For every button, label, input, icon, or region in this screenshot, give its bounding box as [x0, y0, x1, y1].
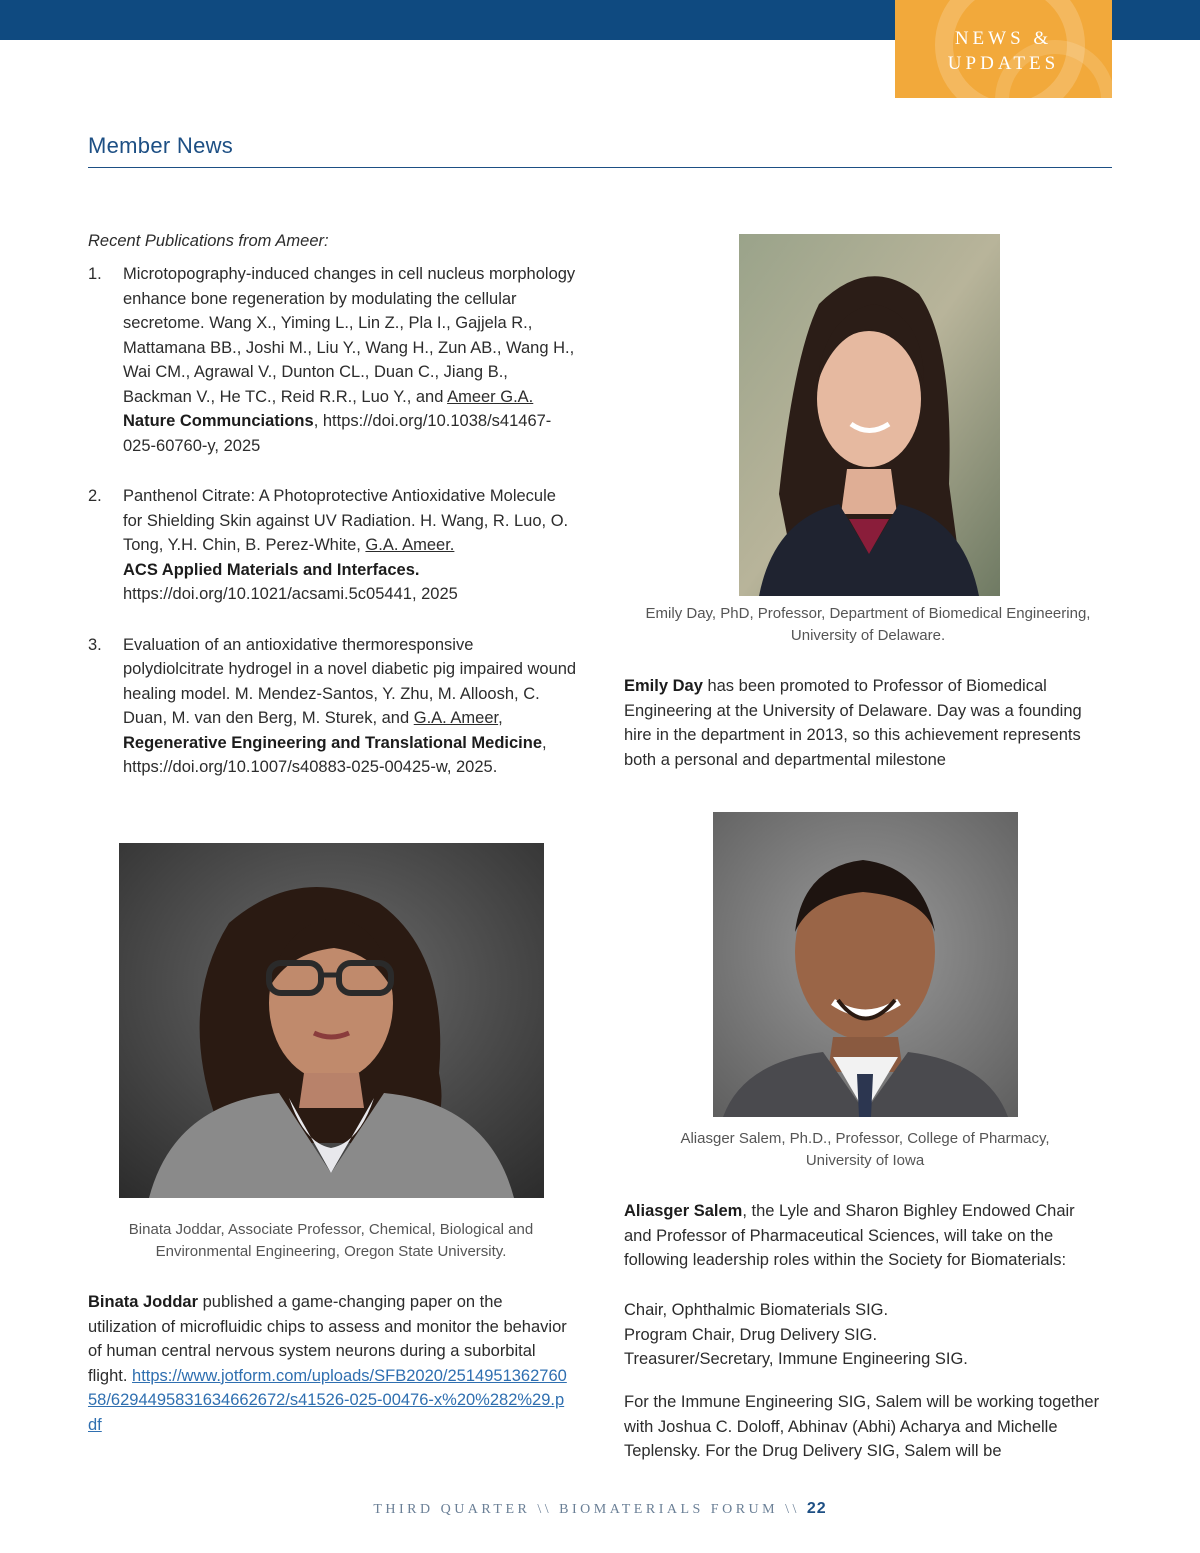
section-tab-line1: NEWS &	[954, 28, 1053, 49]
page-number: 22	[806, 1500, 827, 1517]
heading-divider	[88, 167, 1112, 168]
journal-name: Regenerative Engineering and Translational Medicine	[123, 733, 543, 752]
author-link[interactable]: G.A. Ameer	[413, 709, 499, 727]
page-title: Member News	[88, 133, 234, 158]
role-item: Program Chair, Drug Delivery SIG.	[624, 1325, 878, 1344]
caption-line: Emily Day, PhD, Professor, Department of Biomedical Engineering,	[645, 605, 1091, 622]
paper-link[interactable]: https://www.jotform.com/uploads/SFB2020/251495136276058/6294495831634662672/s41526-025-00476-x%20%282%29.pdf	[88, 1366, 567, 1434]
page-footer	[0, 1500, 1200, 1518]
role-item: Treasurer/Secretary, Immune Engineering SIG.	[624, 1350, 968, 1368]
caption-line: University of Iowa	[805, 1152, 925, 1169]
section-tab	[895, 0, 1112, 98]
publication-list	[88, 262, 578, 805]
binata-joddar-caption	[100, 1219, 562, 1263]
publication-doi: , https://doi.org/10.1038/s41467-025-60760-y, 2025	[123, 412, 552, 455]
binata-joddar-paragraph	[88, 1290, 573, 1437]
author-link[interactable]: Ameer G.A.	[447, 387, 534, 406]
publication-text: Microtopography-induced changes in cell nucleus morphology enhance bone regeneration by modulating the cellular secretome. Wang X., Yiming L., Lin Z., Pla I., Gajjela R., Mattamana BB., Joshi M., Liu Y., Wang H., Zun AB., Wang H., Wai CM., Agrawal V., Dunton CL., Duan C., Jiang B., Backman V., He TC., Reid R.R., Luo Y., and	[123, 265, 576, 406]
caption-line: Aliasger Salem, Ph.D., Professor, College of Pharmacy,	[680, 1130, 1050, 1147]
role-item: Chair, Ophthalmic Biomaterials SIG.	[624, 1301, 889, 1319]
paragraph-text: , the Lyle and Sharon Bighley Endowed Chair and Professor of Pharmaceutical Sciences, will take on the following leadership roles within the Society for Biomaterials:	[624, 1202, 1075, 1269]
emily-day-paragraph	[624, 674, 1104, 772]
person-name: Aliasger Salem	[624, 1202, 743, 1220]
publications-label: Recent Publications from Ameer:	[88, 232, 329, 250]
footer-label: THIRD QUARTER \\ BIOMATERIALS FORUM \\	[373, 1502, 807, 1517]
aliasger-salem-photo	[713, 812, 1018, 1117]
caption-line: University of Delaware.	[790, 627, 946, 644]
publication-number: 1.	[88, 265, 102, 283]
paragraph-text: published a game-changing paper on the utilization of microfluidic chips to assess and monitor the behavior of human central nervous system neurons during a suborbital flight.	[88, 1293, 567, 1385]
publication-number: 3.	[88, 635, 102, 654]
caption-line: Binata Joddar, Associate Professor, Chemical, Biological and	[128, 1221, 534, 1238]
publication-doi: https://doi.org/10.1021/acsami.5c05441, 2025	[123, 585, 458, 603]
publication-text: Evaluation of an antioxidative thermoresponsive polydiolcitrate hydrogel in a novel diabetic pig impaired wound healing model. M. Mendez-Santos, Y. Zhu, M. Alloosh, C. Duan, M. van den Berg, M. Sturek, and	[123, 635, 577, 727]
aliasger-salem-paragraph	[624, 1199, 1104, 1273]
publication-text: Panthenol Citrate: A Photoprotective Antioxidative Molecule for Shielding Skin against UV Radiation. H. Wang, R. Luo, O. Tong, Y.H. Chin, B. Perez-White,	[123, 487, 569, 554]
publication-number: 2.	[88, 487, 102, 505]
publication-item: 3. Evaluation of an antioxidative thermoresponsive polydiolcitrate hydrogel in a novel diabetic pig impaired wound healing model. M. Mendez-Santos, Y. Zhu, M. Alloosh, C. Duan, M. van den Berg, M. Sturek, and G.A. Ameer, Regenerative Engineering and Translational Medicine, https://doi.org/10.1007/s40883-025-00425-w, 2025.	[88, 633, 578, 780]
journal-name: Nature Communciations	[123, 412, 314, 430]
caption-line: Environmental Engineering, Oregon State University.	[155, 1243, 507, 1260]
publication-doi: , https://doi.org/10.1007/s40883-025-00425-w, 2025.	[123, 733, 547, 776]
binata-joddar-photo	[119, 843, 544, 1198]
section-tab-line2: UPDATES	[947, 53, 1060, 74]
person-name: Binata Joddar	[88, 1293, 199, 1311]
emily-day-photo	[739, 234, 1000, 596]
publication-item	[88, 262, 578, 458]
leadership-roles	[624, 1298, 1104, 1372]
aliasger-salem-caption	[640, 1128, 1090, 1172]
author-link[interactable]: G.A. Ameer.	[365, 536, 455, 554]
person-name: Emily Day	[624, 677, 703, 695]
publication-item	[88, 484, 578, 607]
paragraph-text: has been promoted to Professor of Biomedical Engineering at the University of Delaware. Day was a founding hire in the department in 2013, so this achievement represents both a personal and departmental milestone	[624, 677, 1082, 769]
aliasger-salem-closing: For the Immune Engineering SIG, Salem will be working together with Joshua C. Doloff, Abhinav (Abhi) Acharya and Michelle Teplensky. For the Drug Delivery SIG, Salem will be	[624, 1393, 1100, 1460]
emily-day-caption	[630, 603, 1106, 647]
journal-name: ACS Applied Materials and Interfaces.	[123, 560, 420, 579]
